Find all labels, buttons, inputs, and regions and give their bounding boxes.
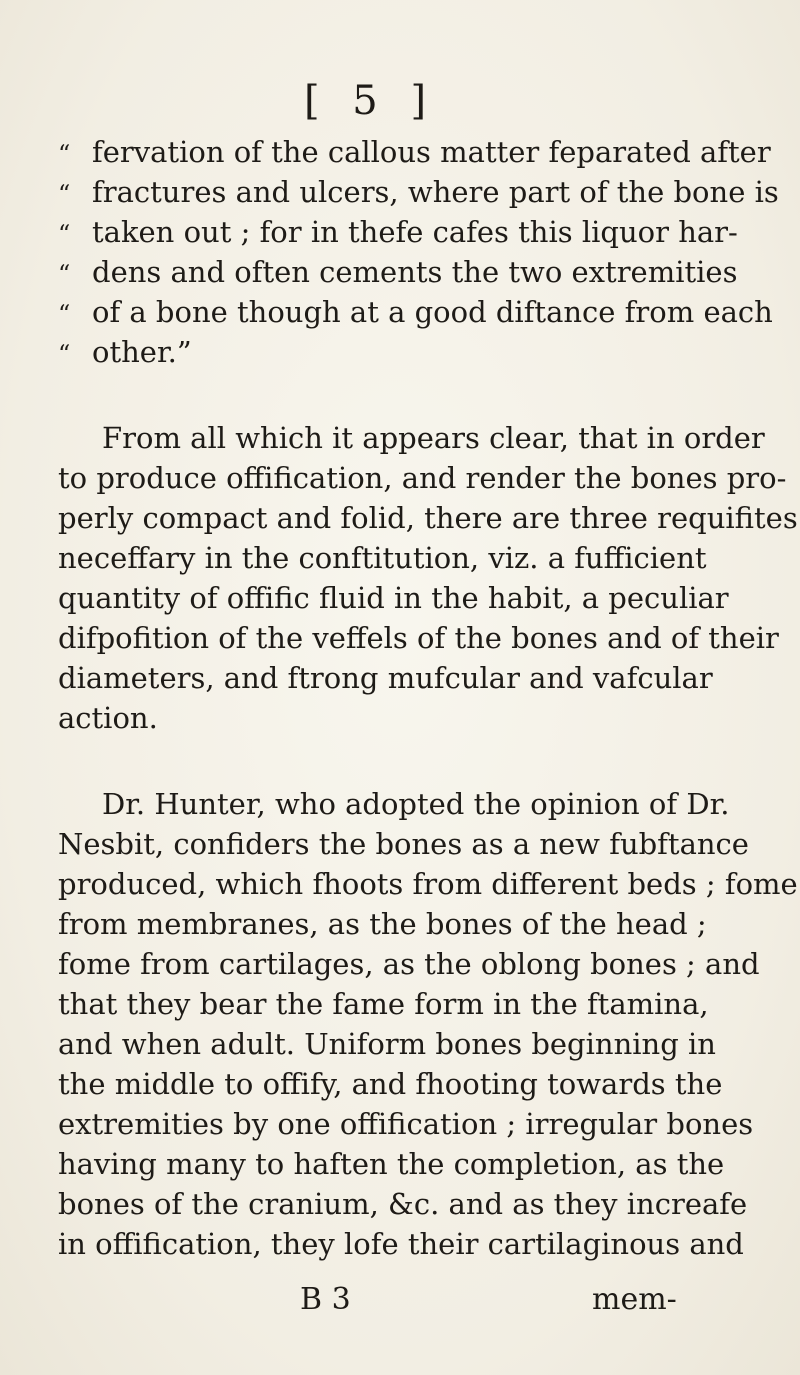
quote-mark: “ (58, 260, 71, 288)
quote-line (58, 252, 738, 292)
paragraph-line: action. (58, 701, 158, 735)
quote-line (58, 172, 779, 212)
quote-line (58, 292, 773, 332)
paragraph-line: From all which it appears clear, that in order (102, 421, 765, 455)
paragraph-line: perly compact and folid, there are three requifites (58, 501, 798, 535)
quote-mark: “ (58, 180, 71, 208)
paragraph-line: Dr. Hunter, who adopted the opinion of Dr. (102, 787, 730, 821)
paragraph-line: fome from cartilages, as the oblong bones ; and (58, 947, 760, 981)
paragraph-line: that they bear the fame form in the ftamina, (58, 987, 709, 1021)
signature-mark: B 3 (300, 1282, 351, 1317)
catchword: mem- (592, 1282, 677, 1317)
paragraph-line: neceffary in the conftitution, viz. a fufficient (58, 541, 707, 575)
paragraph-line: and when adult. Uniform bones beginning in (58, 1027, 716, 1061)
paragraph-line: difpofition of the veffels of the bones and of their (58, 621, 779, 655)
quote-line (58, 212, 738, 252)
quote-text: fervation of the callous matter feparated after (92, 135, 771, 169)
paragraph-line: Nesbit, confiders the bones as a new fubftance (58, 827, 749, 861)
paragraph-line: having many to haften the completion, as the (58, 1147, 725, 1181)
paragraph-line: produced, which fhoots from different beds ; fome (58, 867, 798, 901)
paragraph-line: the middle to offify, and fhooting towards the (58, 1067, 723, 1101)
quote-text: other.” (92, 335, 192, 369)
quote-text: taken out ; for in thefe cafes this liquor har- (92, 215, 738, 249)
paragraph-line: from membranes, as the bones of the head ; (58, 907, 707, 941)
quote-line (58, 332, 688, 372)
paragraph-line: to produce offification, and render the bones pro- (58, 461, 787, 495)
paragraph-line: bones of the cranium, &c. and as they increafe (58, 1187, 748, 1221)
quote-text: dens and often cements the two extremities (92, 255, 738, 289)
paragraph-line: extremities by one offification ; irregular bones (58, 1107, 754, 1141)
page-number-header: [ 5 ] (303, 78, 437, 124)
quote-line (58, 132, 771, 172)
quote-mark: “ (58, 220, 71, 248)
quote-mark: “ (58, 140, 71, 168)
paragraph-line: diameters, and ftrong mufcular and vafcular (58, 661, 713, 695)
quote-mark: “ (58, 300, 71, 328)
quote-mark: “ (58, 340, 71, 368)
paragraph-line: quantity of offific fluid in the habit, a peculiar (58, 581, 729, 615)
quote-text: fractures and ulcers, where part of the bone is (92, 175, 779, 209)
paragraph-line: in offification, they lofe their cartilaginous and (58, 1227, 744, 1261)
quote-text: of a bone though at a good diftance from each (92, 295, 773, 329)
